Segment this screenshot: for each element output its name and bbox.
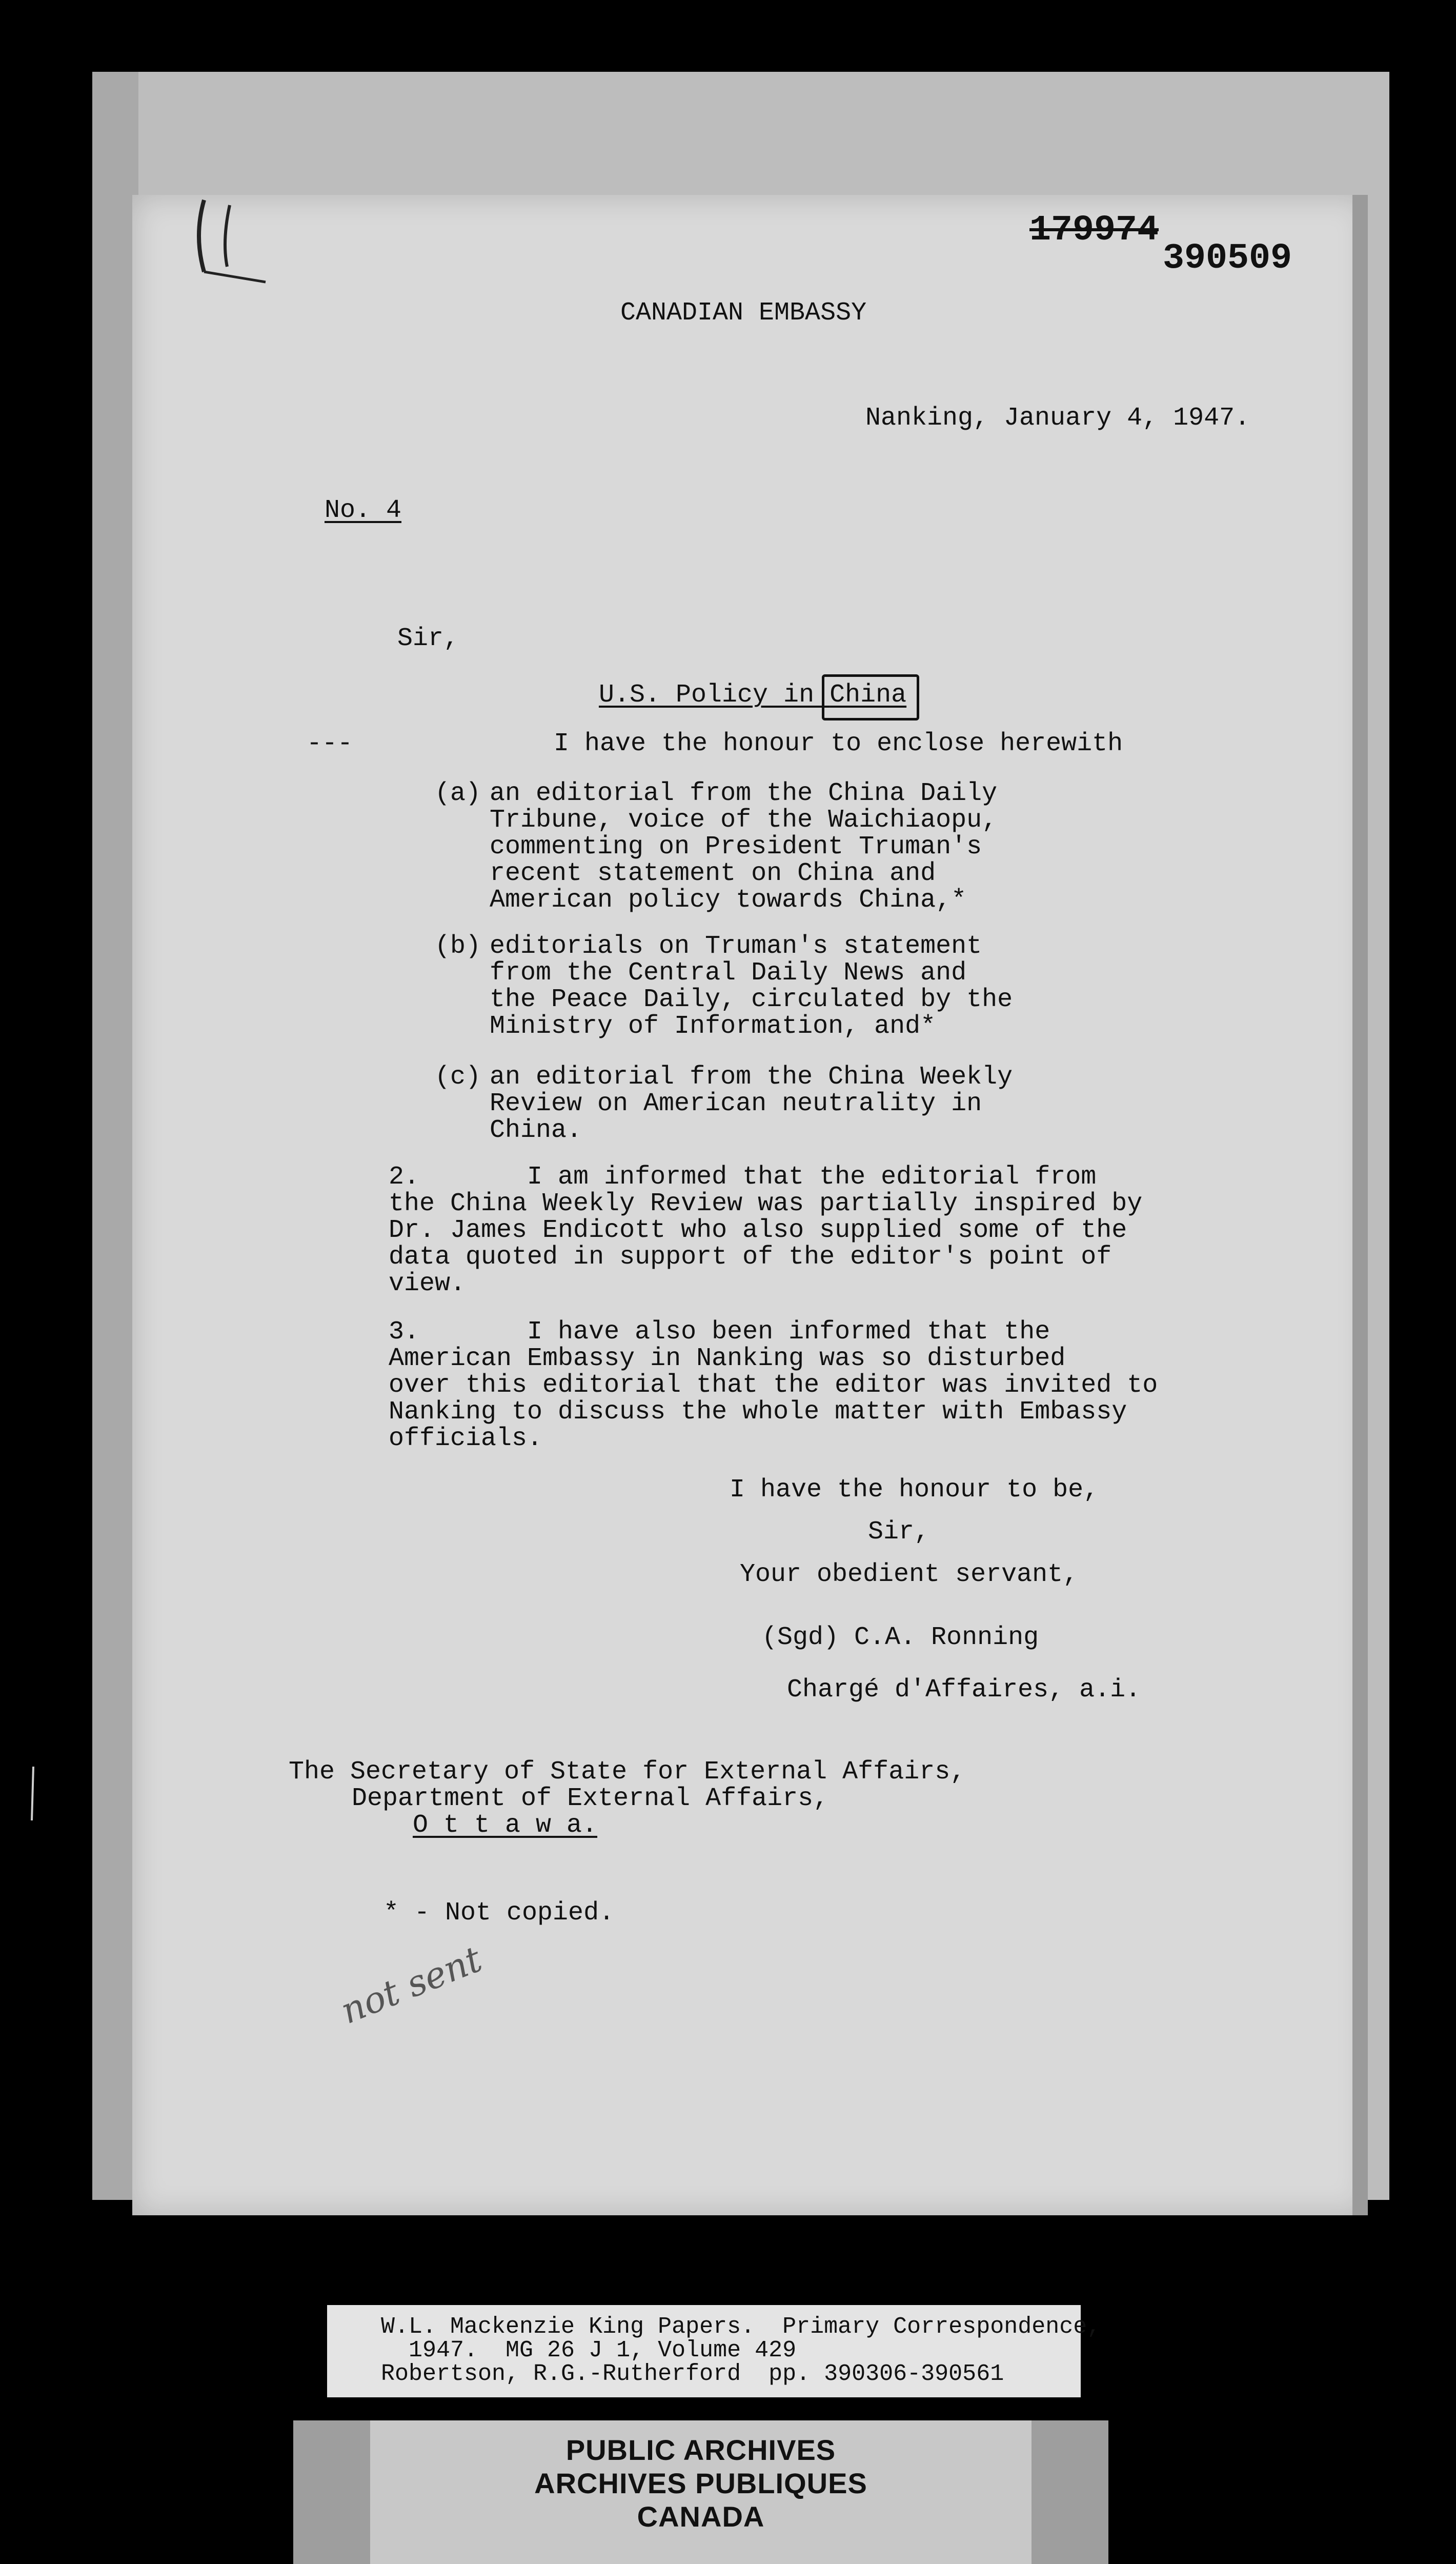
paragraph-line: the China Weekly Review was partially inspired by xyxy=(389,1189,1143,1218)
reference-number-struck: 179974 xyxy=(1029,210,1159,251)
enclosure-line: Ministry of Information, and* xyxy=(490,1012,936,1041)
handdrawn-box-icon xyxy=(822,674,919,720)
intro-sentence: I have the honour to enclose herewith xyxy=(554,729,1123,758)
enclosure-marker: (a) xyxy=(435,779,481,808)
archive-reference-line: W.L. Mackenzie King Papers. Primary Correspondence, xyxy=(381,2314,1101,2340)
enclosure-line: China. xyxy=(490,1116,582,1145)
salutation: Sir, xyxy=(397,624,459,653)
letterhead: CANADIAN EMBASSY xyxy=(620,298,867,328)
addressee-line: The Secretary of State for External Affairs, xyxy=(289,1757,966,1787)
enclosure-marker: (b) xyxy=(435,932,481,961)
closing-line: I have the honour to be, xyxy=(730,1475,1099,1505)
despatch-number: No. 4 xyxy=(325,496,402,525)
signature: (Sgd) C.A. Ronning xyxy=(762,1623,1039,1652)
mount-shadow xyxy=(92,72,138,2200)
page-edge-shadow xyxy=(1352,195,1368,2215)
addressee-city xyxy=(413,1812,597,1839)
enclosure-line: editorials on Truman's statement xyxy=(490,932,982,961)
archive-reference-line: 1947. MG 26 J 1, Volume 429 xyxy=(381,2337,797,2363)
subject-prefix: U.S. Policy in xyxy=(599,680,830,710)
footnote: * - Not copied. xyxy=(383,1898,615,1928)
enclosure-line: Tribune, voice of the Waichiaopu, xyxy=(490,806,998,835)
enclosure-line: the Peace Daily, circulated by the xyxy=(490,985,1013,1014)
stamp-line: CANADA xyxy=(637,2500,765,2533)
archive-reference-line: Robertson, R.G.-Rutherford pp. 390306-390561 xyxy=(381,2361,1004,2387)
subject-country: China xyxy=(830,680,907,710)
letter-page xyxy=(132,195,1368,2215)
paragraph-line: view. xyxy=(389,1269,466,1298)
archive-reference-card xyxy=(327,2305,1101,2397)
margin-dashes: --- xyxy=(307,729,353,758)
edge-mark-icon xyxy=(26,1764,41,1826)
closing-line: Sir, xyxy=(868,1517,930,1547)
enclosure-line: recent statement on China and xyxy=(490,859,936,888)
paragraph-line: American Embassy in Nanking was so disturbed xyxy=(389,1344,1066,1373)
stamp-line: PUBLIC ARCHIVES xyxy=(565,2434,836,2466)
stamp-line: ARCHIVES PUBLIQUES xyxy=(534,2467,867,2499)
handwritten-note: not sent xyxy=(335,1938,488,2032)
paragraph-line: officials. xyxy=(389,1424,543,1453)
paragraph-line: Nanking to discuss the whole matter with Embassy xyxy=(389,1397,1127,1427)
closing-line: Your obedient servant, xyxy=(740,1560,1079,1589)
paragraph-line: 2. I am informed that the editorial from xyxy=(389,1163,1097,1192)
enclosure-line: from the Central Daily News and xyxy=(490,958,967,988)
paragraph-line: Dr. James Endicott who also supplied some of the xyxy=(389,1216,1127,1245)
enclosure-line: American policy towards China,* xyxy=(490,886,967,915)
signatory-title: Chargé d'Affaires, a.i. xyxy=(787,1675,1141,1705)
enclosure-line: Review on American neutrality in xyxy=(490,1089,982,1118)
enclosure-line: commenting on President Truman's xyxy=(490,832,982,862)
archives-stamp xyxy=(293,2420,1108,2564)
reference-number: 390509 xyxy=(1163,238,1292,279)
paragraph-line: over this editorial that the editor was invited to xyxy=(389,1371,1158,1400)
enclosure-line: an editorial from the China Weekly xyxy=(490,1063,1013,1092)
paragraph-line: data quoted in support of the editor's point of xyxy=(389,1243,1112,1272)
addressee-city-text: O t t a w a. xyxy=(413,1811,598,1840)
enclosure-marker: (c) xyxy=(435,1063,481,1092)
addressee-line: Department of External Affairs, xyxy=(352,1784,829,1813)
paragraph-line: 3. I have also been informed that the xyxy=(389,1317,1050,1347)
enclosure-line: an editorial from the China Daily xyxy=(490,779,998,808)
letter-date: Nanking, January 4, 1947. xyxy=(865,404,1250,433)
pencil-mark-icon xyxy=(184,195,286,308)
